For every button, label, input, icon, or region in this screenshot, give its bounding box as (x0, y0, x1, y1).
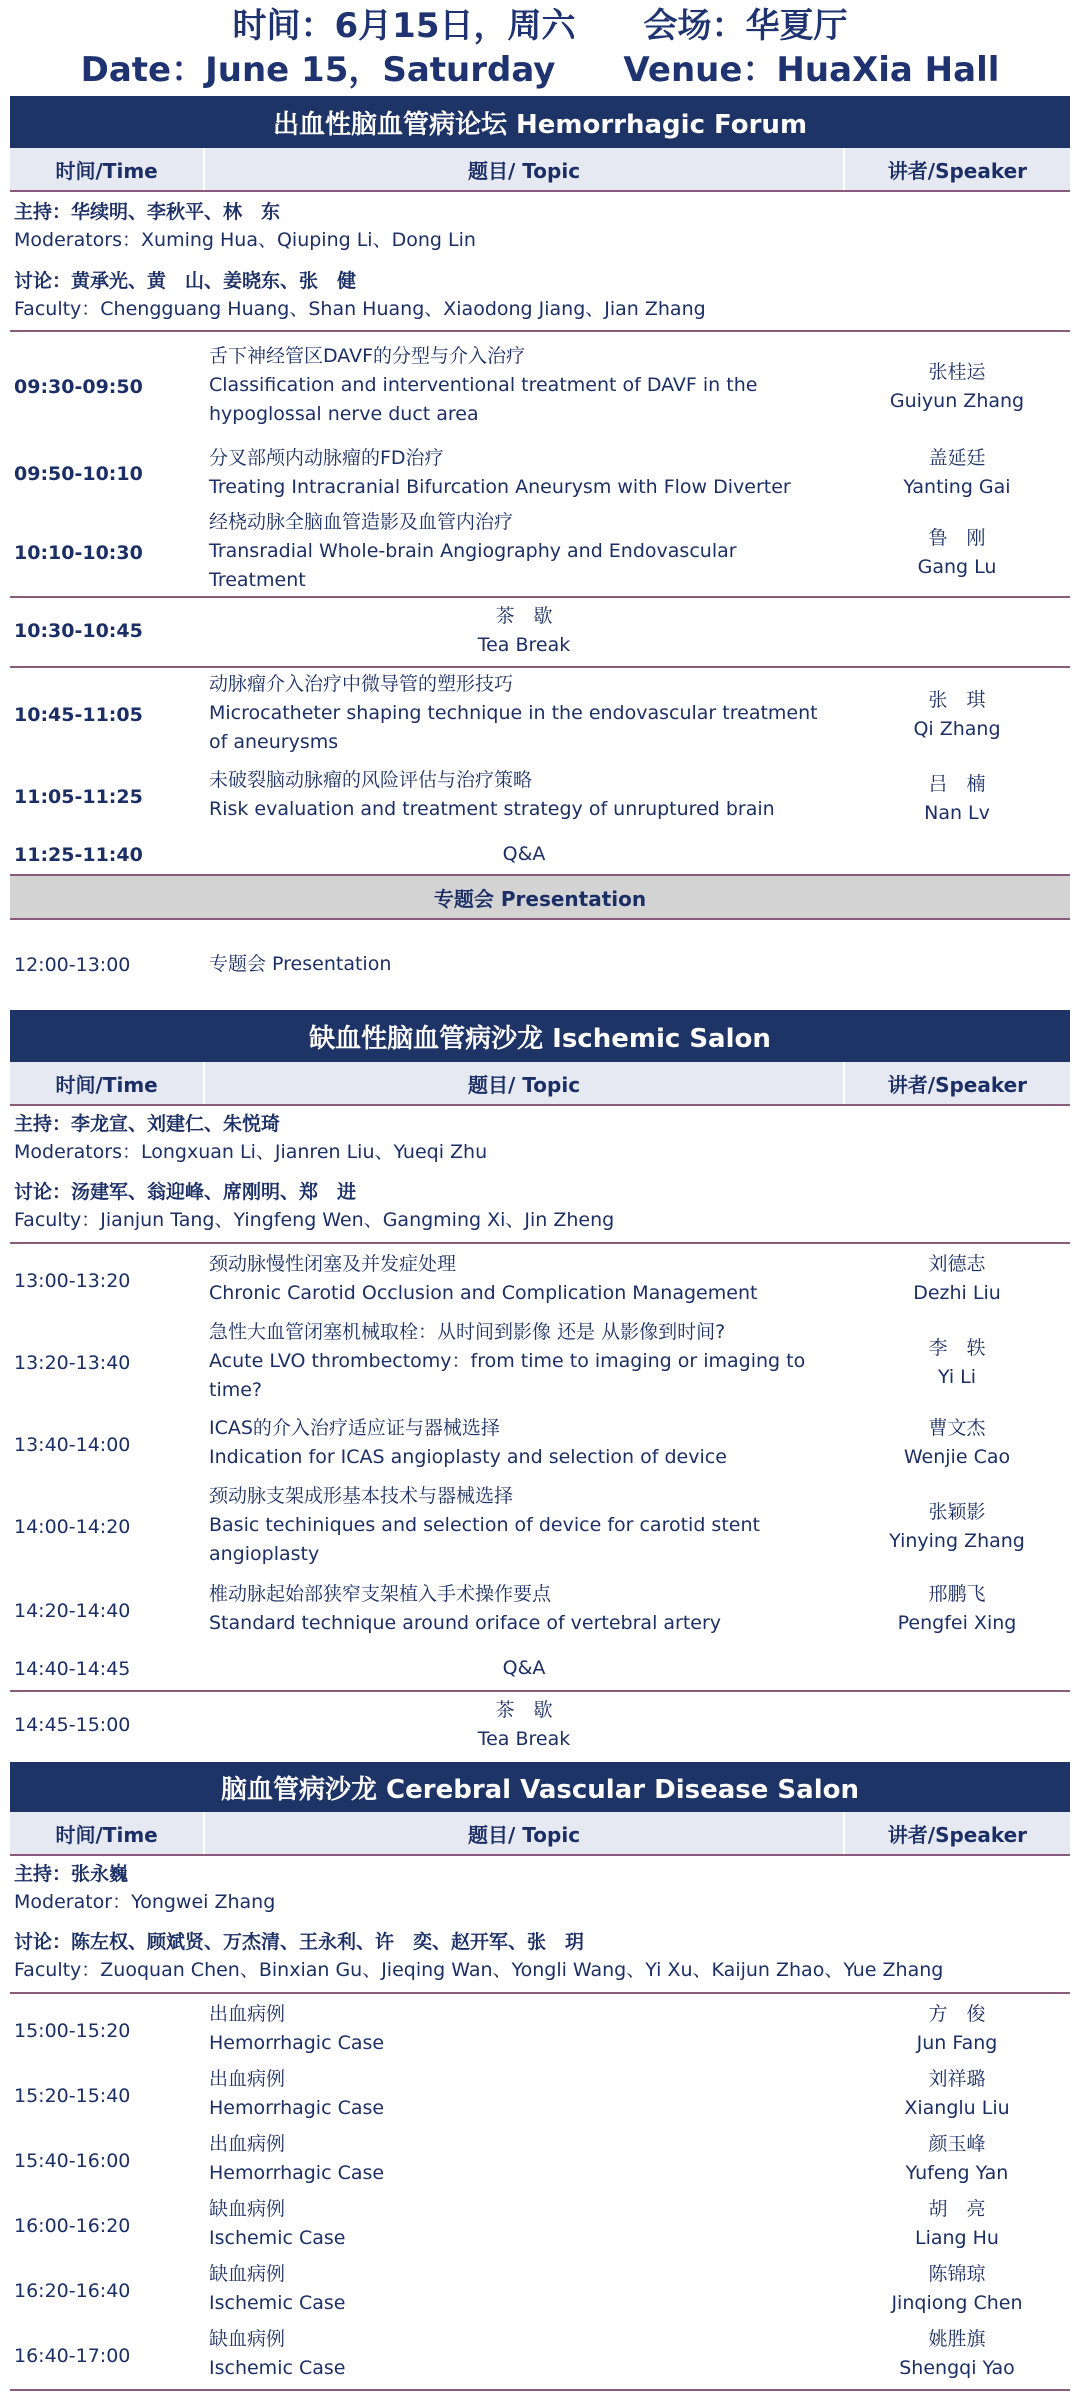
topic-zh: 出血病例 (209, 2068, 286, 2090)
topic-cell (209, 670, 829, 757)
date-venue-en: Date：June 15，Saturday Venue：HuaXia Hall (80, 50, 1000, 90)
speaker-en: Guiyun Zhang (889, 390, 1025, 412)
topic-zh: 颈动脉支架成形基本技术与器械选择 (209, 1485, 514, 1507)
topic-cell (209, 1250, 829, 1308)
topic-en: Hemorrhagic Case (209, 2097, 385, 2119)
speaker-cell (844, 444, 1070, 502)
faculty (14, 267, 706, 323)
table-row (10, 670, 1070, 760)
speaker-cell (844, 1250, 1070, 1308)
divider (10, 666, 1070, 668)
qa-label: Q&A (502, 843, 546, 865)
time-cell: 11:25-11:40 (14, 844, 143, 866)
table-row (10, 2195, 1070, 2257)
speaker-cell (844, 2325, 1070, 2383)
col-time: 时间/Time (10, 1812, 205, 1854)
time-cell: 14:45-15:00 (14, 1714, 131, 1736)
speaker-zh: 刘祥璐 (928, 2068, 986, 2090)
speaker-cell (844, 2130, 1070, 2188)
table-row (10, 1482, 1070, 1572)
speaker-en: Jinqiong Chen (891, 2292, 1023, 2314)
speaker-en: Yufeng Yan (905, 2162, 1009, 2184)
time-cell: 13:00-13:20 (14, 1270, 131, 1292)
time-cell: 15:20-15:40 (14, 2085, 131, 2107)
speaker-en: Yinying Zhang (889, 1530, 1025, 1552)
topic-cell (209, 766, 829, 824)
table-row (10, 2130, 1070, 2192)
moderators-en: Moderator：Yongwei Zhang (14, 1891, 276, 1913)
speaker-zh: 方 俊 (928, 2003, 986, 2025)
moderators-zh: 主持：华续明、李秋平、林 东 (14, 201, 281, 223)
speaker-en: Wenjie Cao (903, 1446, 1011, 1468)
topic-zh: 未破裂脑动脉瘤的风险评估与治疗策略 (209, 769, 533, 791)
table-row (10, 444, 1070, 504)
speaker-en: Yi Li (937, 1366, 977, 1388)
table-row (10, 2000, 1070, 2062)
topic-zh: 缺血病例 (209, 2328, 286, 2350)
topic-cell (209, 2260, 829, 2318)
topic-en: Indication for ICAS angioplasty and selection of device (209, 1446, 727, 1468)
topic-cell (209, 342, 829, 429)
time-cell: 14:00-14:20 (14, 1516, 131, 1538)
time-cell: 14:40-14:45 (14, 1658, 131, 1680)
break-zh: 茶 歇 (495, 1699, 553, 1721)
speaker-zh: 李 轶 (928, 1337, 986, 1359)
speaker-en: Jun Fang (916, 2032, 998, 2054)
speaker-zh: 刘德志 (928, 1253, 986, 1275)
speaker-zh: 吕 楠 (928, 773, 986, 795)
moderators-zh: 主持：张永巍 (14, 1863, 129, 1885)
speaker-en: Dezhi Liu (913, 1282, 1001, 1304)
topic-en: Risk evaluation and treatment strategy of unruptured brain (209, 798, 775, 820)
topic-cell (209, 2130, 829, 2188)
table-row-qa (10, 1652, 1070, 1686)
speaker-en: Pengfei Xing (897, 1612, 1017, 1634)
topic-zh: 经桡动脉全脑血管造影及血管内治疗 (209, 511, 514, 533)
time-cell: 16:00-16:20 (14, 2215, 131, 2237)
speaker-zh: 姚胜旗 (928, 2328, 986, 2350)
topic-en: Standard technique around oriface of vertebral artery (209, 1612, 722, 1634)
speaker-zh: 邢鹏飞 (928, 1583, 986, 1605)
faculty-zh: 讨论：汤建军、翁迎峰、席刚明、郑 进 (14, 1181, 357, 1203)
topic-cell (209, 2065, 829, 2123)
speaker-en: Shengqi Yao (899, 2357, 1015, 2379)
speaker-cell (844, 686, 1070, 744)
qa-label: Q&A (502, 1657, 546, 1679)
column-header (10, 1812, 1070, 1856)
topic-en: Ischemic Case (209, 2357, 346, 2379)
speaker-en: Yanting Gai (903, 476, 1011, 498)
col-time: 时间/Time (10, 1062, 205, 1104)
topic-en: Treating Intracranial Bifurcation Aneurysm with Flow Diverter (209, 476, 791, 498)
topic-en: Classification and interventional treatment of DAVF in the hypoglossal nerve duct area (209, 374, 758, 425)
moderators (14, 1110, 487, 1166)
break-cell (204, 1696, 844, 1754)
table-row (10, 2325, 1070, 2387)
column-header (10, 1062, 1070, 1106)
break-zh: 茶 歇 (495, 605, 553, 627)
topic-en: Microcatheter shaping technique in the endovascular treatment of aneurysms (209, 702, 818, 753)
topic-zh: ICAS的介入治疗适应证与器械选择 (209, 1417, 500, 1439)
break-en: Tea Break (477, 634, 571, 656)
topic-cell (209, 1318, 829, 1405)
speaker-en: Gang Lu (917, 556, 997, 578)
speaker-cell (844, 358, 1070, 416)
topic-zh: 椎动脉起始部狭窄支架植入手术操作要点 (209, 1583, 552, 1605)
speaker-cell (844, 2000, 1070, 2058)
moderators-zh: 主持：李龙宣、刘建仁、朱悦琦 (14, 1113, 281, 1135)
divider (10, 2389, 1070, 2391)
faculty-en: Faculty：Jianjun Tang、Yingfeng Wen、Gangming Xi、Jin Zheng (14, 1209, 615, 1231)
speaker-en: Xianglu Liu (904, 2097, 1010, 2119)
speaker-zh: 曹文杰 (928, 1417, 986, 1439)
table-row (10, 2260, 1070, 2322)
time-cell: 13:40-14:00 (14, 1434, 131, 1456)
table-row (10, 766, 1070, 828)
speaker-zh: 胡 亮 (928, 2198, 986, 2220)
divider (10, 918, 1070, 920)
table-row-break (10, 1694, 1070, 1756)
table-row-break (10, 600, 1070, 662)
speaker-cell (844, 2260, 1070, 2318)
table-row (10, 1580, 1070, 1642)
time-cell: 10:45-11:05 (14, 704, 143, 726)
presentation-label: 专题会 Presentation (209, 953, 392, 975)
topic-zh: 出血病例 (209, 2133, 286, 2155)
time-cell: 16:20-16:40 (14, 2280, 131, 2302)
topic-zh: 舌下神经管区DAVF的分型与介入治疗 (209, 345, 526, 367)
topic-zh: 急性大血管闭塞机械取栓：从时间到影像 还是 从影像到时间? (209, 1321, 726, 1343)
topic-en: Hemorrhagic Case (209, 2032, 385, 2054)
topic-zh: 出血病例 (209, 2003, 286, 2025)
section-title-hemorrhagic: 出血性脑血管病论坛 Hemorrhagic Forum (10, 96, 1070, 148)
speaker-cell (844, 1334, 1070, 1392)
speaker-zh: 张桂运 (928, 361, 986, 383)
topic-cell (209, 2325, 829, 2383)
time-cell: 15:40-16:00 (14, 2150, 131, 2172)
speaker-zh: 鲁 刚 (928, 527, 986, 549)
speaker-zh: 盖延廷 (928, 447, 986, 469)
speaker-cell (844, 2195, 1070, 2253)
divider (10, 1992, 1070, 1994)
divider (10, 1690, 1070, 1692)
presentation-row (10, 948, 1070, 982)
topic-zh: 分叉部颅内动脉瘤的FD治疗 (209, 447, 444, 469)
faculty (14, 1178, 614, 1234)
faculty (14, 1928, 943, 1984)
table-row (10, 1414, 1070, 1476)
col-speaker: 讲者/Speaker (887, 158, 1028, 183)
moderators (14, 198, 476, 254)
speaker-zh: 陈锦琼 (928, 2263, 986, 2285)
topic-cell (209, 1482, 829, 1569)
speaker-zh: 张 琪 (928, 689, 986, 711)
section-title-ischemic: 缺血性脑血管病沙龙 Ischemic Salon (10, 1010, 1070, 1062)
col-time: 时间/Time (10, 148, 205, 190)
date-venue-zh: 时间：6月15日，周六 会场：华夏厅 (232, 6, 848, 46)
time-cell: 14:20-14:40 (14, 1600, 131, 1622)
speaker-en: Liang Hu (915, 2227, 999, 2249)
faculty-en: Faculty：Chengguang Huang、Shan Huang、Xiaodong Jiang、Jian Zhang (14, 298, 706, 320)
topic-cell (209, 508, 829, 595)
topic-en: Basic techiniques and selection of device for carotid stent angioplasty (209, 1514, 760, 1565)
table-row (10, 508, 1070, 598)
time-cell: 16:40-17:00 (14, 2345, 131, 2367)
speaker-cell (844, 2065, 1070, 2123)
topic-en: Ischemic Case (209, 2227, 346, 2249)
speaker-cell (844, 1580, 1070, 1638)
table-row (10, 342, 1070, 432)
section-title-cerebral: 脑血管病沙龙 Cerebral Vascular Disease Salon (10, 1762, 1070, 1812)
table-row (10, 1250, 1070, 1312)
time-cell: 10:30-10:45 (14, 620, 143, 642)
table-row (10, 1318, 1070, 1408)
column-header (10, 148, 1070, 192)
time-cell: 13:20-13:40 (14, 1352, 131, 1374)
break-cell (204, 602, 844, 660)
topic-zh: 颈动脉慢性闭塞及并发症处理 (209, 1253, 457, 1275)
col-topic: 题目/ Topic (205, 1062, 845, 1104)
topic-en: Chronic Carotid Occlusion and Complication Management (209, 1282, 758, 1304)
col-topic: 题目/ Topic (205, 148, 845, 190)
table-row (10, 2065, 1070, 2127)
topic-zh: 缺血病例 (209, 2263, 286, 2285)
time-cell: 10:10-10:30 (14, 542, 143, 564)
faculty-zh: 讨论：黄承光、黄 山、姜晓东、张 健 (14, 270, 357, 292)
speaker-zh: 颜玉峰 (928, 2133, 986, 2155)
topic-cell (209, 1414, 829, 1472)
speaker-cell (844, 1414, 1070, 1472)
topic-cell (209, 444, 829, 502)
divider (10, 596, 1070, 598)
time-cell: 15:00-15:20 (14, 2020, 131, 2042)
faculty-en: Faculty：Zuoquan Chen、Binxian Gu、Jieqing Wan、Yongli Wang、Yi Xu、Kaijun Zhao、Yue Zhang (14, 1959, 944, 1981)
moderators-en: Moderators：Xuming Hua、Qiuping Li、Dong Lin (14, 229, 476, 251)
speaker-en: Qi Zhang (913, 718, 1001, 740)
speaker-cell (844, 1498, 1070, 1556)
speaker-zh: 张颖影 (928, 1501, 986, 1523)
divider (10, 330, 1070, 332)
moderators (14, 1860, 275, 1916)
topic-en: Transradial Whole-brain Angiography and Endovascular Treatment (209, 540, 737, 591)
time-cell: 11:05-11:25 (14, 786, 143, 808)
moderators-en: Moderators：Longxuan Li、Jianren Liu、Yueqi Zhu (14, 1141, 488, 1163)
topic-en: Hemorrhagic Case (209, 2162, 385, 2184)
topic-zh: 缺血病例 (209, 2198, 286, 2220)
topic-zh: 动脉瘤介入治疗中微导管的塑形技巧 (209, 673, 514, 695)
speaker-en: Nan Lv (924, 802, 990, 824)
speaker-cell (844, 770, 1070, 828)
table-row-qa (10, 838, 1070, 872)
presentation-bar: 专题会 Presentation (10, 876, 1070, 918)
topic-cell (209, 2195, 829, 2253)
col-topic: 题目/ Topic (205, 1812, 845, 1854)
speaker-cell (844, 524, 1070, 582)
topic-cell (209, 1580, 829, 1638)
break-en: Tea Break (477, 1728, 571, 1750)
faculty-zh: 讨论：陈左权、顾斌贤、万杰清、王永利、许 奕、赵开军、张 玥 (14, 1931, 585, 1953)
topic-en: Ischemic Case (209, 2292, 346, 2314)
col-speaker: 讲者/Speaker (887, 1072, 1028, 1097)
time-cell: 09:50-10:10 (14, 463, 143, 485)
divider (10, 1242, 1070, 1244)
time-cell: 09:30-09:50 (14, 376, 143, 398)
topic-en: Acute LVO thrombectomy：from time to imaging or imaging to time? (209, 1350, 806, 1401)
time-cell: 12:00-13:00 (14, 954, 131, 976)
topic-cell (209, 2000, 829, 2058)
col-speaker: 讲者/Speaker (887, 1822, 1028, 1847)
